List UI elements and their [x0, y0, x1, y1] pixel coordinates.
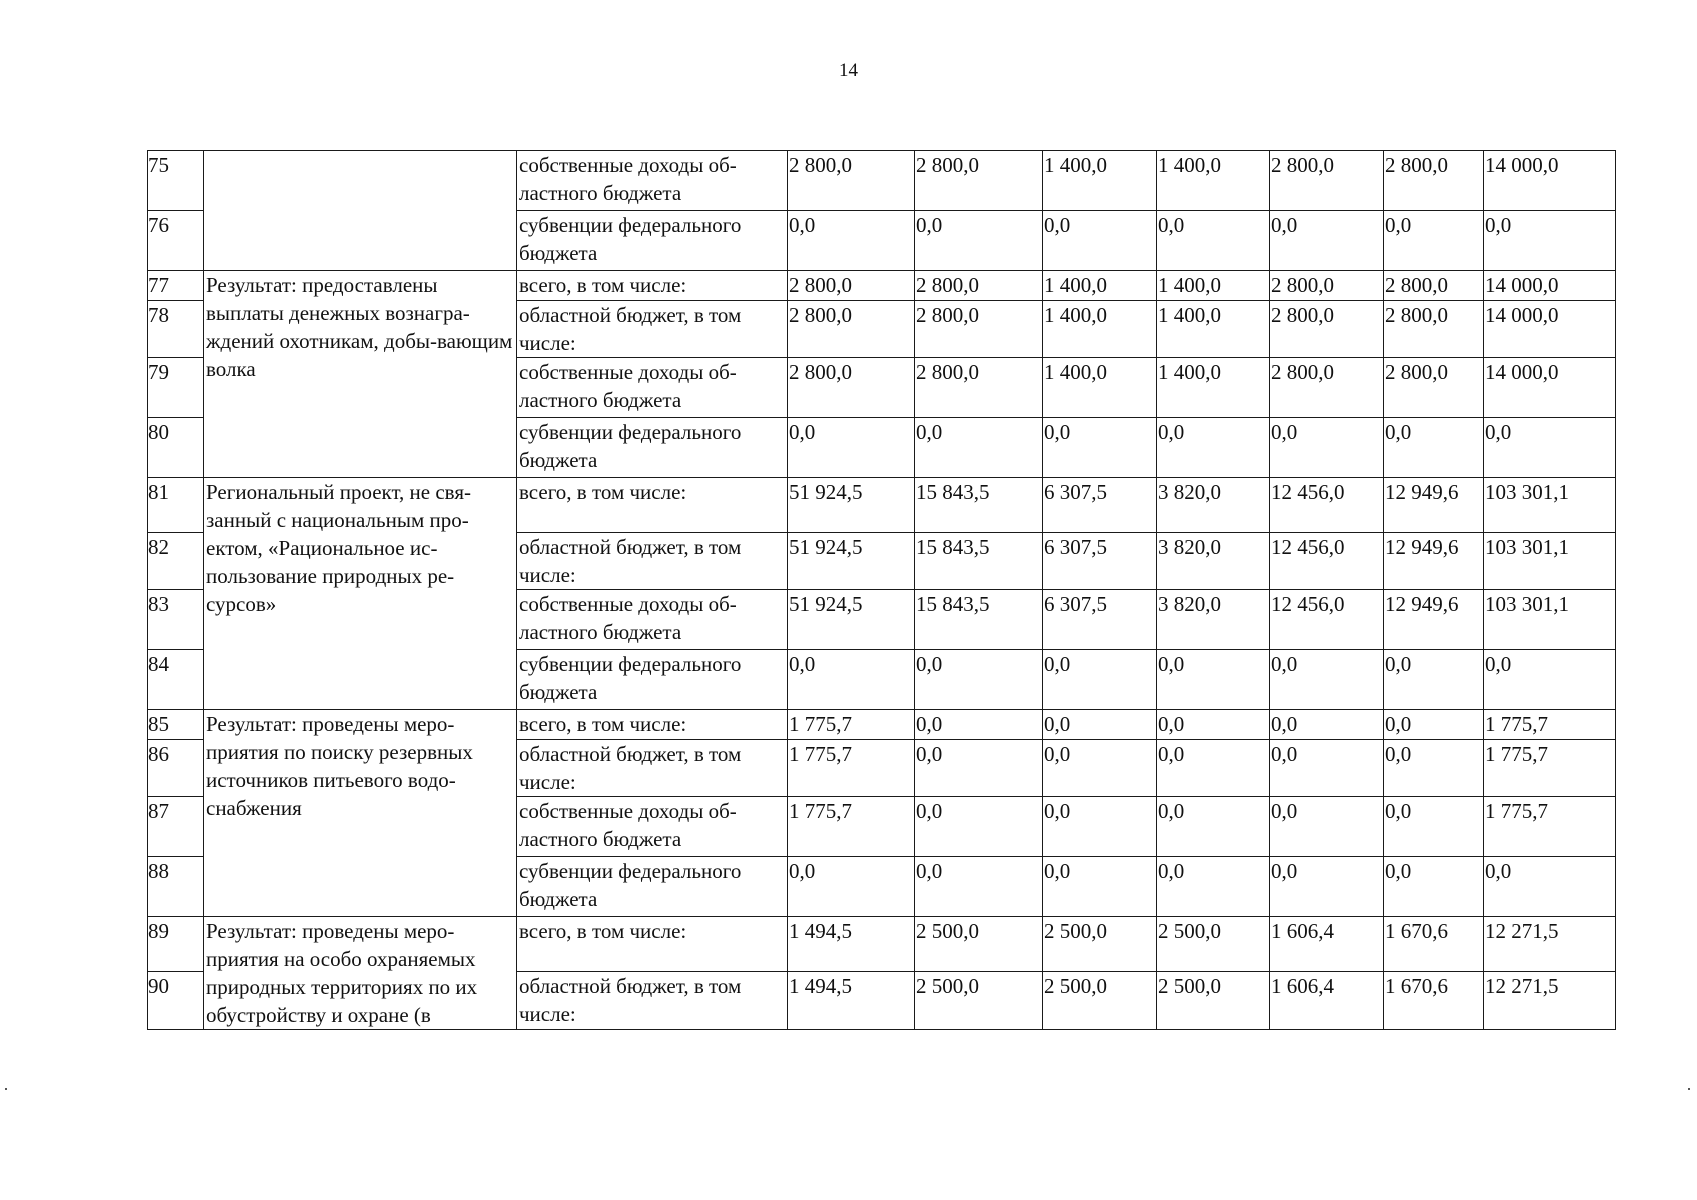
row-number: 80: [148, 418, 204, 478]
funding-source: областной бюджет, в том числе:: [517, 301, 788, 358]
value-cell: 0,0: [915, 418, 1043, 478]
value-cell: 2 800,0: [1384, 151, 1484, 211]
value-cell: 12 949,6: [1384, 590, 1484, 650]
value-cell: 6 307,5: [1043, 533, 1157, 590]
value-cell: 12 456,0: [1270, 478, 1384, 533]
value-cell: 0,0: [1043, 650, 1157, 710]
value-cell: 1 400,0: [1157, 301, 1270, 358]
value-cell: 0,0: [1157, 710, 1270, 740]
total-cell: 0,0: [1484, 211, 1616, 271]
total-cell: 103 301,1: [1484, 533, 1616, 590]
value-cell: 0,0: [788, 857, 915, 917]
value-cell: 2 800,0: [915, 301, 1043, 358]
value-cell: 0,0: [1157, 418, 1270, 478]
row-number: 83: [148, 590, 204, 650]
value-cell: 2 800,0: [788, 301, 915, 358]
value-cell: 1 775,7: [788, 710, 915, 740]
funding-source: всего, в том числе:: [517, 271, 788, 301]
value-cell: 1 400,0: [1043, 301, 1157, 358]
value-cell: 0,0: [1270, 797, 1384, 857]
value-cell: 3 820,0: [1157, 533, 1270, 590]
value-cell: 0,0: [1270, 418, 1384, 478]
row-number: 78: [148, 301, 204, 358]
total-cell: 103 301,1: [1484, 590, 1616, 650]
funding-source: собственные доходы об-ластного бюджета: [517, 797, 788, 857]
total-cell: 0,0: [1484, 857, 1616, 917]
value-cell: 0,0: [1157, 740, 1270, 797]
value-cell: 0,0: [915, 797, 1043, 857]
value-cell: 12 456,0: [1270, 533, 1384, 590]
funding-source: субвенции федерального бюджета: [517, 418, 788, 478]
value-cell: 1 400,0: [1043, 151, 1157, 211]
table-row: [148, 710, 1616, 740]
row-group-label: Результат: проведены меро-приятия по поиску резервных источников питьевого водо-снабжения: [204, 710, 517, 917]
value-cell: 0,0: [1384, 211, 1484, 271]
value-cell: 12 456,0: [1270, 590, 1384, 650]
value-cell: 0,0: [1270, 211, 1384, 271]
value-cell: 3 820,0: [1157, 478, 1270, 533]
value-cell: 0,0: [915, 857, 1043, 917]
page-number: 14: [839, 60, 858, 81]
value-cell: 0,0: [1384, 650, 1484, 710]
row-group-label: Результат: предоставлены выплаты денежных вознагра-ждений охотникам, добы-вающим волка: [204, 271, 517, 478]
value-cell: 15 843,5: [915, 590, 1043, 650]
value-cell: 0,0: [1270, 740, 1384, 797]
value-cell: 1 670,6: [1384, 917, 1484, 972]
value-cell: 0,0: [1270, 710, 1384, 740]
value-cell: 2 800,0: [915, 271, 1043, 301]
row-number: 76: [148, 211, 204, 271]
table-row: [148, 271, 1616, 301]
value-cell: 0,0: [1157, 857, 1270, 917]
value-cell: 0,0: [788, 418, 915, 478]
value-cell: 2 800,0: [1384, 358, 1484, 418]
funding-source: областной бюджет, в том числе:: [517, 740, 788, 797]
value-cell: 2 500,0: [915, 917, 1043, 972]
value-cell: 0,0: [915, 710, 1043, 740]
value-cell: 0,0: [1043, 418, 1157, 478]
funding-source: всего, в том числе:: [517, 917, 788, 972]
value-cell: 51 924,5: [788, 590, 915, 650]
funding-source: собственные доходы об-ластного бюджета: [517, 151, 788, 211]
value-cell: 0,0: [1043, 710, 1157, 740]
scan-speck: [1688, 1088, 1690, 1090]
value-cell: 0,0: [1043, 211, 1157, 271]
row-number: 87: [148, 797, 204, 857]
value-cell: 2 800,0: [788, 358, 915, 418]
value-cell: 12 949,6: [1384, 533, 1484, 590]
funding-source: собственные доходы об-ластного бюджета: [517, 590, 788, 650]
value-cell: 0,0: [1157, 797, 1270, 857]
value-cell: 15 843,5: [915, 533, 1043, 590]
value-cell: 2 500,0: [915, 972, 1043, 1030]
value-cell: 6 307,5: [1043, 478, 1157, 533]
value-cell: 2 800,0: [915, 358, 1043, 418]
row-number: 81: [148, 478, 204, 533]
value-cell: 0,0: [915, 740, 1043, 797]
value-cell: 2 800,0: [1270, 301, 1384, 358]
row-number: 85: [148, 710, 204, 740]
value-cell: 1 606,4: [1270, 917, 1384, 972]
total-cell: 14 000,0: [1484, 151, 1616, 211]
value-cell: 2 800,0: [1270, 358, 1384, 418]
value-cell: 2 800,0: [1384, 301, 1484, 358]
value-cell: 0,0: [1384, 857, 1484, 917]
row-number: 90: [148, 972, 204, 1030]
value-cell: 2 800,0: [915, 151, 1043, 211]
value-cell: 2 800,0: [788, 271, 915, 301]
scan-speck: [5, 1088, 7, 1090]
value-cell: 1 670,6: [1384, 972, 1484, 1030]
value-cell: 0,0: [1384, 797, 1484, 857]
row-number: 79: [148, 358, 204, 418]
total-cell: 14 000,0: [1484, 301, 1616, 358]
row-number: 84: [148, 650, 204, 710]
value-cell: 2 800,0: [788, 151, 915, 211]
value-cell: 1 400,0: [1043, 271, 1157, 301]
total-cell: 12 271,5: [1484, 972, 1616, 1030]
value-cell: 1 400,0: [1043, 358, 1157, 418]
total-cell: 14 000,0: [1484, 358, 1616, 418]
funding-source: субвенции федерального бюджета: [517, 857, 788, 917]
budget-table: [147, 150, 1616, 1030]
value-cell: 0,0: [1270, 650, 1384, 710]
value-cell: 2 500,0: [1043, 917, 1157, 972]
value-cell: 2 500,0: [1043, 972, 1157, 1030]
value-cell: 12 949,6: [1384, 478, 1484, 533]
funding-source: собственные доходы об-ластного бюджета: [517, 358, 788, 418]
value-cell: 0,0: [788, 650, 915, 710]
total-cell: 12 271,5: [1484, 917, 1616, 972]
funding-source: всего, в том числе:: [517, 710, 788, 740]
value-cell: 0,0: [1384, 710, 1484, 740]
total-cell: 14 000,0: [1484, 271, 1616, 301]
table-row: [148, 151, 1616, 211]
row-number: 86: [148, 740, 204, 797]
value-cell: 0,0: [915, 211, 1043, 271]
value-cell: 6 307,5: [1043, 590, 1157, 650]
funding-source: субвенции федерального бюджета: [517, 650, 788, 710]
row-number: 77: [148, 271, 204, 301]
value-cell: 0,0: [1157, 650, 1270, 710]
row-number: 82: [148, 533, 204, 590]
funding-source: субвенции федерального бюджета: [517, 211, 788, 271]
total-cell: 1 775,7: [1484, 740, 1616, 797]
value-cell: 1 606,4: [1270, 972, 1384, 1030]
value-cell: 0,0: [1157, 211, 1270, 271]
value-cell: 51 924,5: [788, 478, 915, 533]
value-cell: 15 843,5: [915, 478, 1043, 533]
value-cell: 0,0: [1270, 857, 1384, 917]
row-number: 88: [148, 857, 204, 917]
value-cell: 0,0: [788, 211, 915, 271]
row-group-label: [204, 151, 517, 271]
value-cell: 0,0: [1043, 797, 1157, 857]
total-cell: 0,0: [1484, 650, 1616, 710]
value-cell: 1 400,0: [1157, 271, 1270, 301]
total-cell: 0,0: [1484, 418, 1616, 478]
value-cell: 0,0: [1384, 418, 1484, 478]
funding-source: областной бюджет, в том числе:: [517, 533, 788, 590]
row-group-label: Региональный проект, не свя-занный с национальным про-ектом, «Рациональное ис-пользование природных ре-сурсов»: [204, 478, 517, 710]
total-cell: 1 775,7: [1484, 797, 1616, 857]
value-cell: 0,0: [1384, 740, 1484, 797]
value-cell: 2 500,0: [1157, 917, 1270, 972]
row-group-label: Результат: проведены меро-приятия на особо охраняемых природных территориях по их обустройству и охране (в: [204, 917, 517, 1030]
value-cell: 51 924,5: [788, 533, 915, 590]
funding-source: областной бюджет, в том числе:: [517, 972, 788, 1030]
funding-source: всего, в том числе:: [517, 478, 788, 533]
total-cell: 103 301,1: [1484, 478, 1616, 533]
value-cell: 1 775,7: [788, 797, 915, 857]
value-cell: 0,0: [1043, 857, 1157, 917]
value-cell: 2 800,0: [1384, 271, 1484, 301]
value-cell: 3 820,0: [1157, 590, 1270, 650]
value-cell: 0,0: [1043, 740, 1157, 797]
table-row: [148, 917, 1616, 972]
value-cell: 1 494,5: [788, 972, 915, 1030]
value-cell: 2 500,0: [1157, 972, 1270, 1030]
value-cell: 2 800,0: [1270, 271, 1384, 301]
value-cell: 1 400,0: [1157, 358, 1270, 418]
row-number: 89: [148, 917, 204, 972]
value-cell: 1 775,7: [788, 740, 915, 797]
value-cell: 1 400,0: [1157, 151, 1270, 211]
value-cell: 1 494,5: [788, 917, 915, 972]
table-row: [148, 478, 1616, 533]
row-number: 75: [148, 151, 204, 211]
total-cell: 1 775,7: [1484, 710, 1616, 740]
value-cell: 0,0: [915, 650, 1043, 710]
value-cell: 2 800,0: [1270, 151, 1384, 211]
